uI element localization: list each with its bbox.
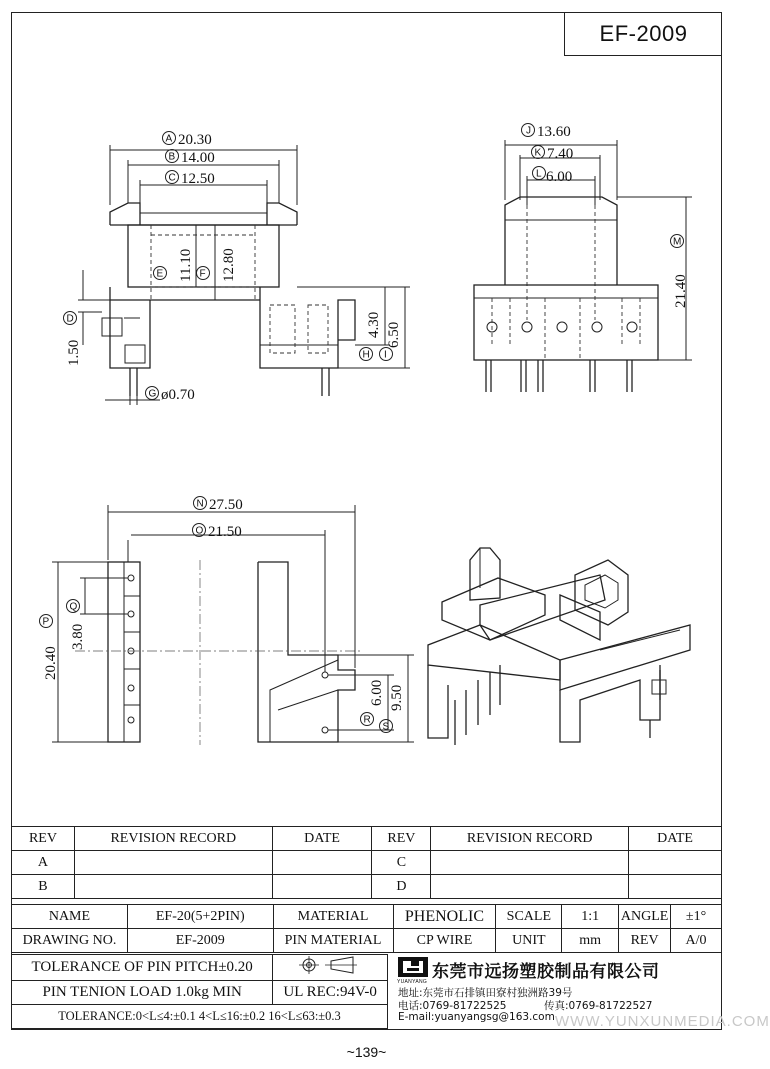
dim-B-value: 14.00 bbox=[181, 150, 215, 166]
company-address: 地址:东莞市石排镇田寮村独洲路39号 bbox=[398, 987, 573, 999]
company-name: 东莞市远扬塑胶制品有限公司 bbox=[432, 962, 660, 982]
pin-material-label: PIN MATERIAL bbox=[273, 929, 393, 953]
dim-P-value: 20.40 bbox=[43, 646, 59, 680]
rev-cell: A bbox=[12, 851, 75, 875]
dim-Q-value: 3.80 bbox=[70, 623, 86, 650]
company-logo-icon bbox=[398, 957, 428, 979]
drawing-no-label: DRAWING NO. bbox=[12, 929, 128, 953]
scale-value: 1:1 bbox=[562, 905, 619, 929]
dim-F-value: 12.80 bbox=[221, 248, 237, 282]
svg-text:H: H bbox=[362, 349, 370, 361]
pin-tension: PIN TENION LOAD 1.0kg MIN bbox=[12, 981, 273, 1005]
dim-M-value: 21.40 bbox=[673, 274, 689, 308]
svg-text:O: O bbox=[195, 525, 204, 537]
rev-cell: C bbox=[372, 851, 431, 875]
isometric-view bbox=[428, 548, 690, 745]
material-label: MATERIAL bbox=[273, 905, 393, 929]
table-row bbox=[12, 1005, 388, 1029]
dim-O-value: 21.50 bbox=[208, 524, 242, 540]
table-row bbox=[12, 875, 722, 899]
model-title: EF-2009 bbox=[564, 12, 722, 56]
tolerance-general: TOLERANCE:0<L≤4:±0.1 4<L≤16:±0.2 16<L≤63:±0.3 bbox=[12, 1005, 388, 1029]
front-view bbox=[78, 145, 410, 405]
dim-letter-A: A bbox=[165, 133, 173, 145]
revision-table bbox=[11, 826, 722, 899]
dim-C-value: 12.50 bbox=[181, 171, 215, 187]
table-row bbox=[12, 981, 388, 1005]
tolerance-pitch: TOLERANCE OF PIN PITCH±0.20 bbox=[12, 955, 273, 981]
side-dimension-labels bbox=[522, 124, 690, 309]
projection-icon bbox=[295, 955, 365, 975]
table-row bbox=[12, 929, 722, 953]
rev-cell: B bbox=[12, 875, 75, 899]
dim-I-value: 6.50 bbox=[386, 321, 402, 348]
svg-text:D: D bbox=[66, 313, 74, 325]
name-value: EF-20(5+2PIN) bbox=[127, 905, 273, 929]
svg-text:F: F bbox=[199, 268, 206, 280]
dim-K-value: 7.40 bbox=[547, 146, 574, 162]
rev-header: REV bbox=[12, 827, 75, 851]
rev-value: A/0 bbox=[671, 929, 722, 953]
date-header: DATE bbox=[272, 827, 372, 851]
bottom-view bbox=[52, 505, 414, 745]
name-label: NAME bbox=[12, 905, 128, 929]
company-email: E-mail:yuanyangsg@163.com bbox=[398, 1011, 555, 1023]
svg-text:M: M bbox=[673, 236, 682, 248]
revision-record-header: REVISION RECORD bbox=[431, 827, 629, 851]
svg-text:B: B bbox=[168, 151, 176, 163]
rev-header: REV bbox=[372, 827, 431, 851]
ul-rec: UL REC:94V-0 bbox=[273, 981, 388, 1005]
company-fax: 传真:0769-81722527 bbox=[544, 1000, 653, 1012]
svg-text:S: S bbox=[382, 721, 390, 733]
unit-label: UNIT bbox=[496, 929, 562, 953]
dim-N-value: 27.50 bbox=[209, 497, 243, 513]
revision-header-row bbox=[12, 827, 722, 851]
spec-table bbox=[11, 904, 722, 953]
svg-text:I: I bbox=[384, 349, 387, 361]
svg-text:Q: Q bbox=[69, 601, 78, 613]
front-dimension-labels bbox=[64, 132, 403, 404]
dim-J-value: 13.60 bbox=[537, 124, 571, 140]
scale-label: SCALE bbox=[496, 905, 562, 929]
company-phone: 电话:0769-81722525 bbox=[398, 1000, 507, 1012]
table-row bbox=[12, 955, 388, 981]
page-number: ~139~ bbox=[346, 1044, 387, 1060]
dim-R-value: 6.00 bbox=[369, 679, 385, 706]
dim-H-value: 4.30 bbox=[366, 311, 382, 338]
side-view bbox=[474, 140, 692, 392]
rev-cell: D bbox=[372, 875, 431, 899]
projection-symbol bbox=[273, 955, 388, 981]
material-value: PHENOLIC bbox=[393, 905, 496, 929]
svg-text:L: L bbox=[536, 168, 542, 180]
rev-label: REV bbox=[619, 929, 671, 953]
dim-D-value: 1.50 bbox=[66, 339, 82, 366]
dim-E-value: 11.10 bbox=[178, 248, 194, 282]
svg-text:K: K bbox=[534, 147, 542, 159]
pin-material-value: CP WIRE bbox=[393, 929, 496, 953]
tolerance-table bbox=[11, 954, 388, 1029]
unit-value: mm bbox=[562, 929, 619, 953]
svg-text:P: P bbox=[42, 616, 50, 628]
watermark: WWW.YUNXUNMEDIA.COM bbox=[555, 1013, 770, 1030]
table-row bbox=[12, 905, 722, 929]
dim-S-value: 9.50 bbox=[389, 684, 405, 711]
svg-text:C: C bbox=[168, 172, 176, 184]
drawing-no-value: EF-2009 bbox=[127, 929, 273, 953]
date-header: DATE bbox=[629, 827, 722, 851]
angle-value: ±1° bbox=[671, 905, 722, 929]
logo-text: YUANYANG bbox=[397, 979, 428, 985]
revision-record-header: REVISION RECORD bbox=[74, 827, 272, 851]
table-row bbox=[12, 851, 722, 875]
dim-G-value: ø0.70 bbox=[161, 387, 195, 403]
angle-label: ANGLE bbox=[619, 905, 671, 929]
svg-text:R: R bbox=[363, 714, 371, 726]
svg-text:E: E bbox=[156, 268, 164, 280]
dim-A-value: 20.30 bbox=[178, 132, 212, 148]
svg-text:N: N bbox=[196, 498, 204, 510]
dim-L-value: 6.00 bbox=[546, 169, 573, 185]
svg-text:G: G bbox=[148, 388, 157, 400]
svg-text:J: J bbox=[526, 125, 531, 137]
